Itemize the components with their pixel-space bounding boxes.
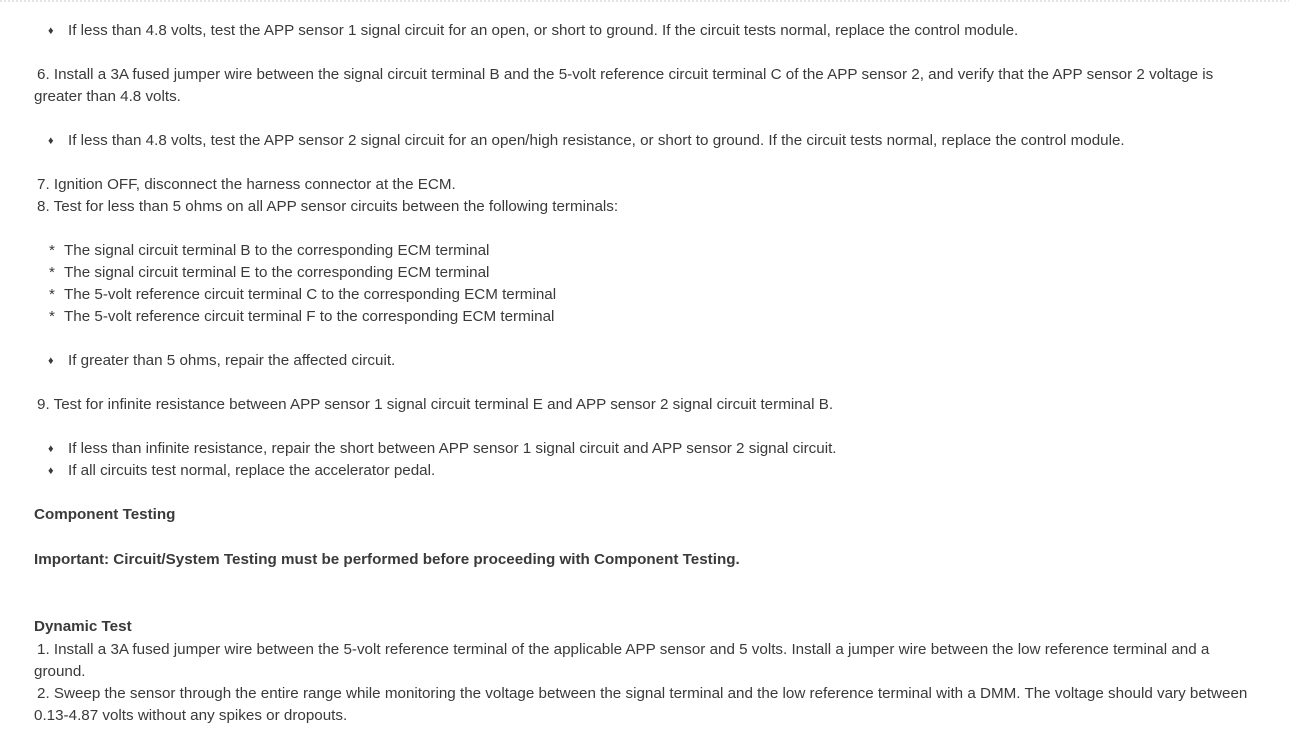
list-item [34, 350, 395, 372]
list-item [34, 306, 554, 328]
list-item [34, 262, 489, 284]
bullet-text: The 5-volt reference circuit terminal F to the corresponding ECM terminal [64, 308, 555, 325]
bullet-text: If greater than 5 ohms, repair the affected circuit. [68, 352, 396, 369]
dynamic-test-heading: Dynamic Test [34, 618, 132, 635]
step-7: 7. Ignition OFF, disconnect the harness connector at the ECM. [37, 176, 456, 193]
star-bullet-icon: * [49, 242, 55, 259]
star-bullet-icon: * [49, 264, 55, 281]
bullet-text: If less than infinite resistance, repair the short between APP sensor 1 signal circuit and APP sensor 2 signal circuit. [68, 440, 837, 457]
bullet-text: If all circuits test normal, replace the accelerator pedal. [68, 462, 436, 479]
bullet-text: The signal circuit terminal B to the corresponding ECM terminal [64, 242, 490, 259]
star-bullet-icon: * [49, 286, 55, 303]
dynamic-step-2: 2. Sweep the sensor through the entire range while monitoring the voltage between the signal terminal and the low reference terminal with a DMM. The voltage should vary between 0.13-4.87 volts without any spikes or dropouts. [34, 685, 1248, 724]
component-testing-heading: Component Testing [34, 506, 176, 523]
step-8: 8. Test for less than 5 ohms on all APP sensor circuits between the following terminals: [37, 198, 619, 215]
diamond-bullet-icon: ♦ [48, 465, 54, 477]
list-item [34, 20, 1018, 42]
bullet-text: The signal circuit terminal E to the corresponding ECM terminal [64, 264, 490, 281]
list-item [34, 438, 837, 460]
bullet-text: The 5-volt reference circuit terminal C to the corresponding ECM terminal [64, 286, 557, 303]
important-note: Important: Circuit/System Testing must be performed before proceeding with Component Testing. [34, 551, 740, 568]
list-item [34, 130, 1125, 152]
bullet-text: If less than 4.8 volts, test the APP sensor 2 signal circuit for an open/high resistance, or short to ground. If the circuit tests normal, replace the control module. [68, 132, 1125, 149]
step-9: 9. Test for infinite resistance between APP sensor 1 signal circuit terminal E and APP sensor 2 signal circuit terminal B. [37, 396, 834, 413]
top-border [0, 0, 1289, 5]
list-item [34, 460, 435, 482]
diamond-bullet-icon: ♦ [48, 355, 54, 367]
dynamic-step-1: 1. Install a 3A fused jumper wire between the 5-volt reference terminal of the applicable APP sensor and 5 volts. Install a jumper wire between the low reference terminal and a ground. [34, 641, 1210, 680]
diamond-bullet-icon: ♦ [48, 443, 54, 455]
list-item [34, 240, 489, 262]
bullet-text: If less than 4.8 volts, test the APP sensor 1 signal circuit for an open, or short to ground. If the circuit tests normal, replace the control module. [68, 22, 1019, 39]
diamond-bullet-icon: ♦ [48, 25, 54, 37]
list-item [34, 284, 556, 306]
diamond-bullet-icon: ♦ [48, 135, 54, 147]
step-6: 6. Install a 3A fused jumper wire between the signal circuit terminal B and the 5-volt reference circuit terminal C of the APP sensor 2, and verify that the APP sensor 2 voltage is greater than 4.8 volts. [34, 66, 1214, 105]
star-bullet-icon: * [49, 308, 55, 325]
